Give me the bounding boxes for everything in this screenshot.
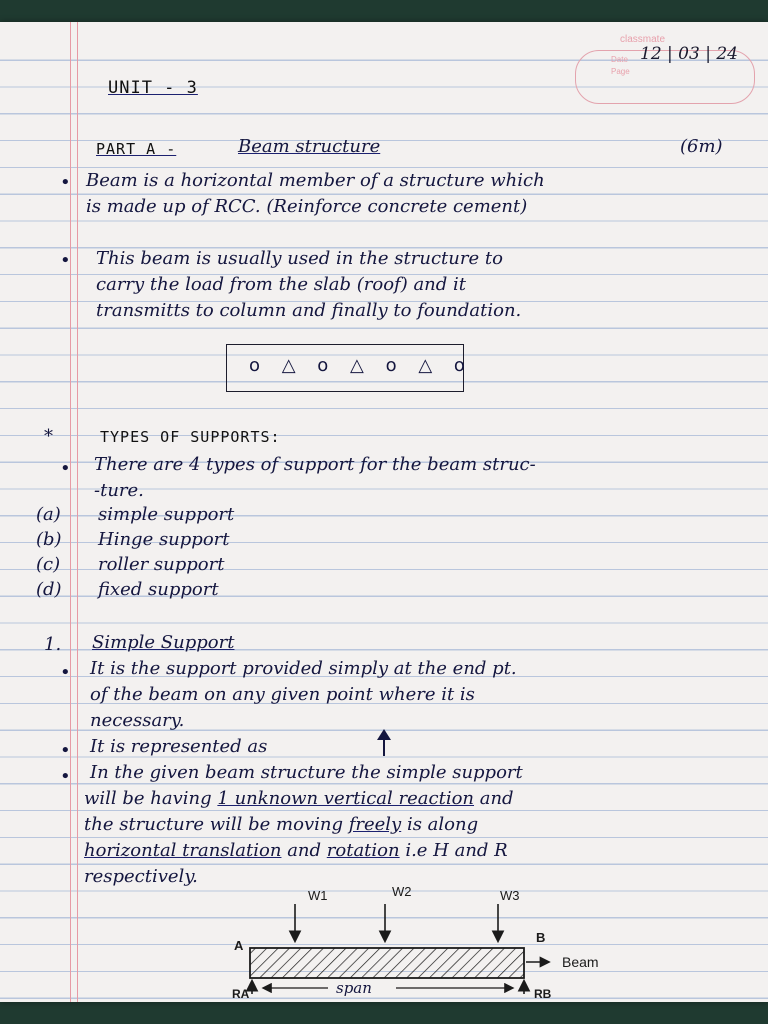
bullet: • [60, 662, 71, 683]
bullet: • [60, 766, 71, 787]
star-icon: * [44, 426, 53, 447]
para-line: is made up of RCC. (Reinforce concrete cement) [86, 196, 528, 217]
support-item: roller support [98, 554, 225, 575]
note-underline: freely [348, 814, 402, 835]
note-line: It is represented as [90, 736, 268, 757]
bullet: • [60, 250, 71, 271]
brand-logo: classmate [620, 34, 666, 45]
beam-sketch [226, 344, 473, 392]
note-line: It is the support provided simply at the end pt. [90, 658, 517, 679]
note-fragment: and [474, 788, 514, 809]
beam-body [250, 948, 524, 978]
note-fragment: and [281, 840, 327, 861]
section-number: 1. [44, 634, 62, 655]
date-label: Date [611, 55, 628, 64]
types-heading: TYPES OF SUPPORTS: [100, 428, 281, 446]
notebook-page [0, 22, 768, 1002]
para-line: transmitts to column and finally to foundation. [96, 300, 522, 321]
para-line: carry the load from the slab (roof) and it [96, 274, 467, 295]
reaction-label-b: RB [534, 987, 552, 1000]
beam-diagram [220, 870, 640, 1000]
date-value: 12 | 03 | 24 [640, 44, 738, 64]
bullet: • [60, 458, 71, 479]
note-underline: rotation [326, 840, 400, 861]
margin-line-right [77, 22, 78, 1002]
span-label: span [336, 979, 372, 997]
note-line [84, 840, 508, 861]
bullet: • [60, 172, 71, 193]
support-label: (d) [36, 579, 62, 600]
types-intro: There are 4 types of support for the beam struc- [94, 454, 536, 475]
beam-label: Beam [562, 954, 599, 970]
part-title: Beam structure [238, 136, 381, 157]
reaction-label-a: RA [232, 987, 250, 1000]
load-label: W1 [308, 888, 328, 903]
note-underline: horizontal translation [84, 840, 282, 861]
section-heading: Simple Support [92, 632, 235, 653]
note-fragment: the structure will be moving [84, 814, 349, 835]
note-fragment: will be having [84, 788, 218, 809]
support-label: (c) [36, 554, 61, 575]
bullet: • [60, 740, 71, 761]
beam-end-b: B [536, 930, 546, 945]
support-label: (b) [36, 529, 62, 550]
para-line: This beam is usually used in the structure to [96, 248, 503, 269]
note-underline: 1 unknown vertical reaction [217, 788, 475, 809]
support-item: simple support [98, 504, 235, 525]
part-marks: (6m) [680, 136, 723, 157]
para-line: Beam is a horizontal member of a structure which [86, 170, 545, 191]
note-fragment: is along [401, 814, 479, 835]
page-label: Page [611, 67, 630, 76]
support-label: (a) [36, 504, 61, 525]
unit-title: UNIT - 3 [108, 78, 198, 98]
load-label: W2 [392, 884, 412, 899]
note-line [84, 814, 478, 835]
support-arrow-icon [374, 728, 394, 758]
support-item: Hinge support [98, 529, 230, 550]
beam-sketch-symbols: o △ o △ o △ o [249, 355, 473, 376]
beam-end-a: A [234, 938, 244, 953]
load-label: W3 [500, 888, 520, 903]
note-line: respectively. [84, 866, 198, 887]
note-line: In the given beam structure the simple support [90, 762, 523, 783]
part-label: PART A - [96, 140, 177, 158]
types-intro: -ture. [94, 480, 144, 501]
margin-line-left [70, 22, 71, 1002]
note-line [84, 788, 514, 809]
support-item: fixed support [98, 579, 219, 600]
note-line: of the beam on any given point where it is [90, 684, 475, 705]
note-fragment: i.e H and R [399, 840, 508, 861]
note-line: necessary. [90, 710, 185, 731]
